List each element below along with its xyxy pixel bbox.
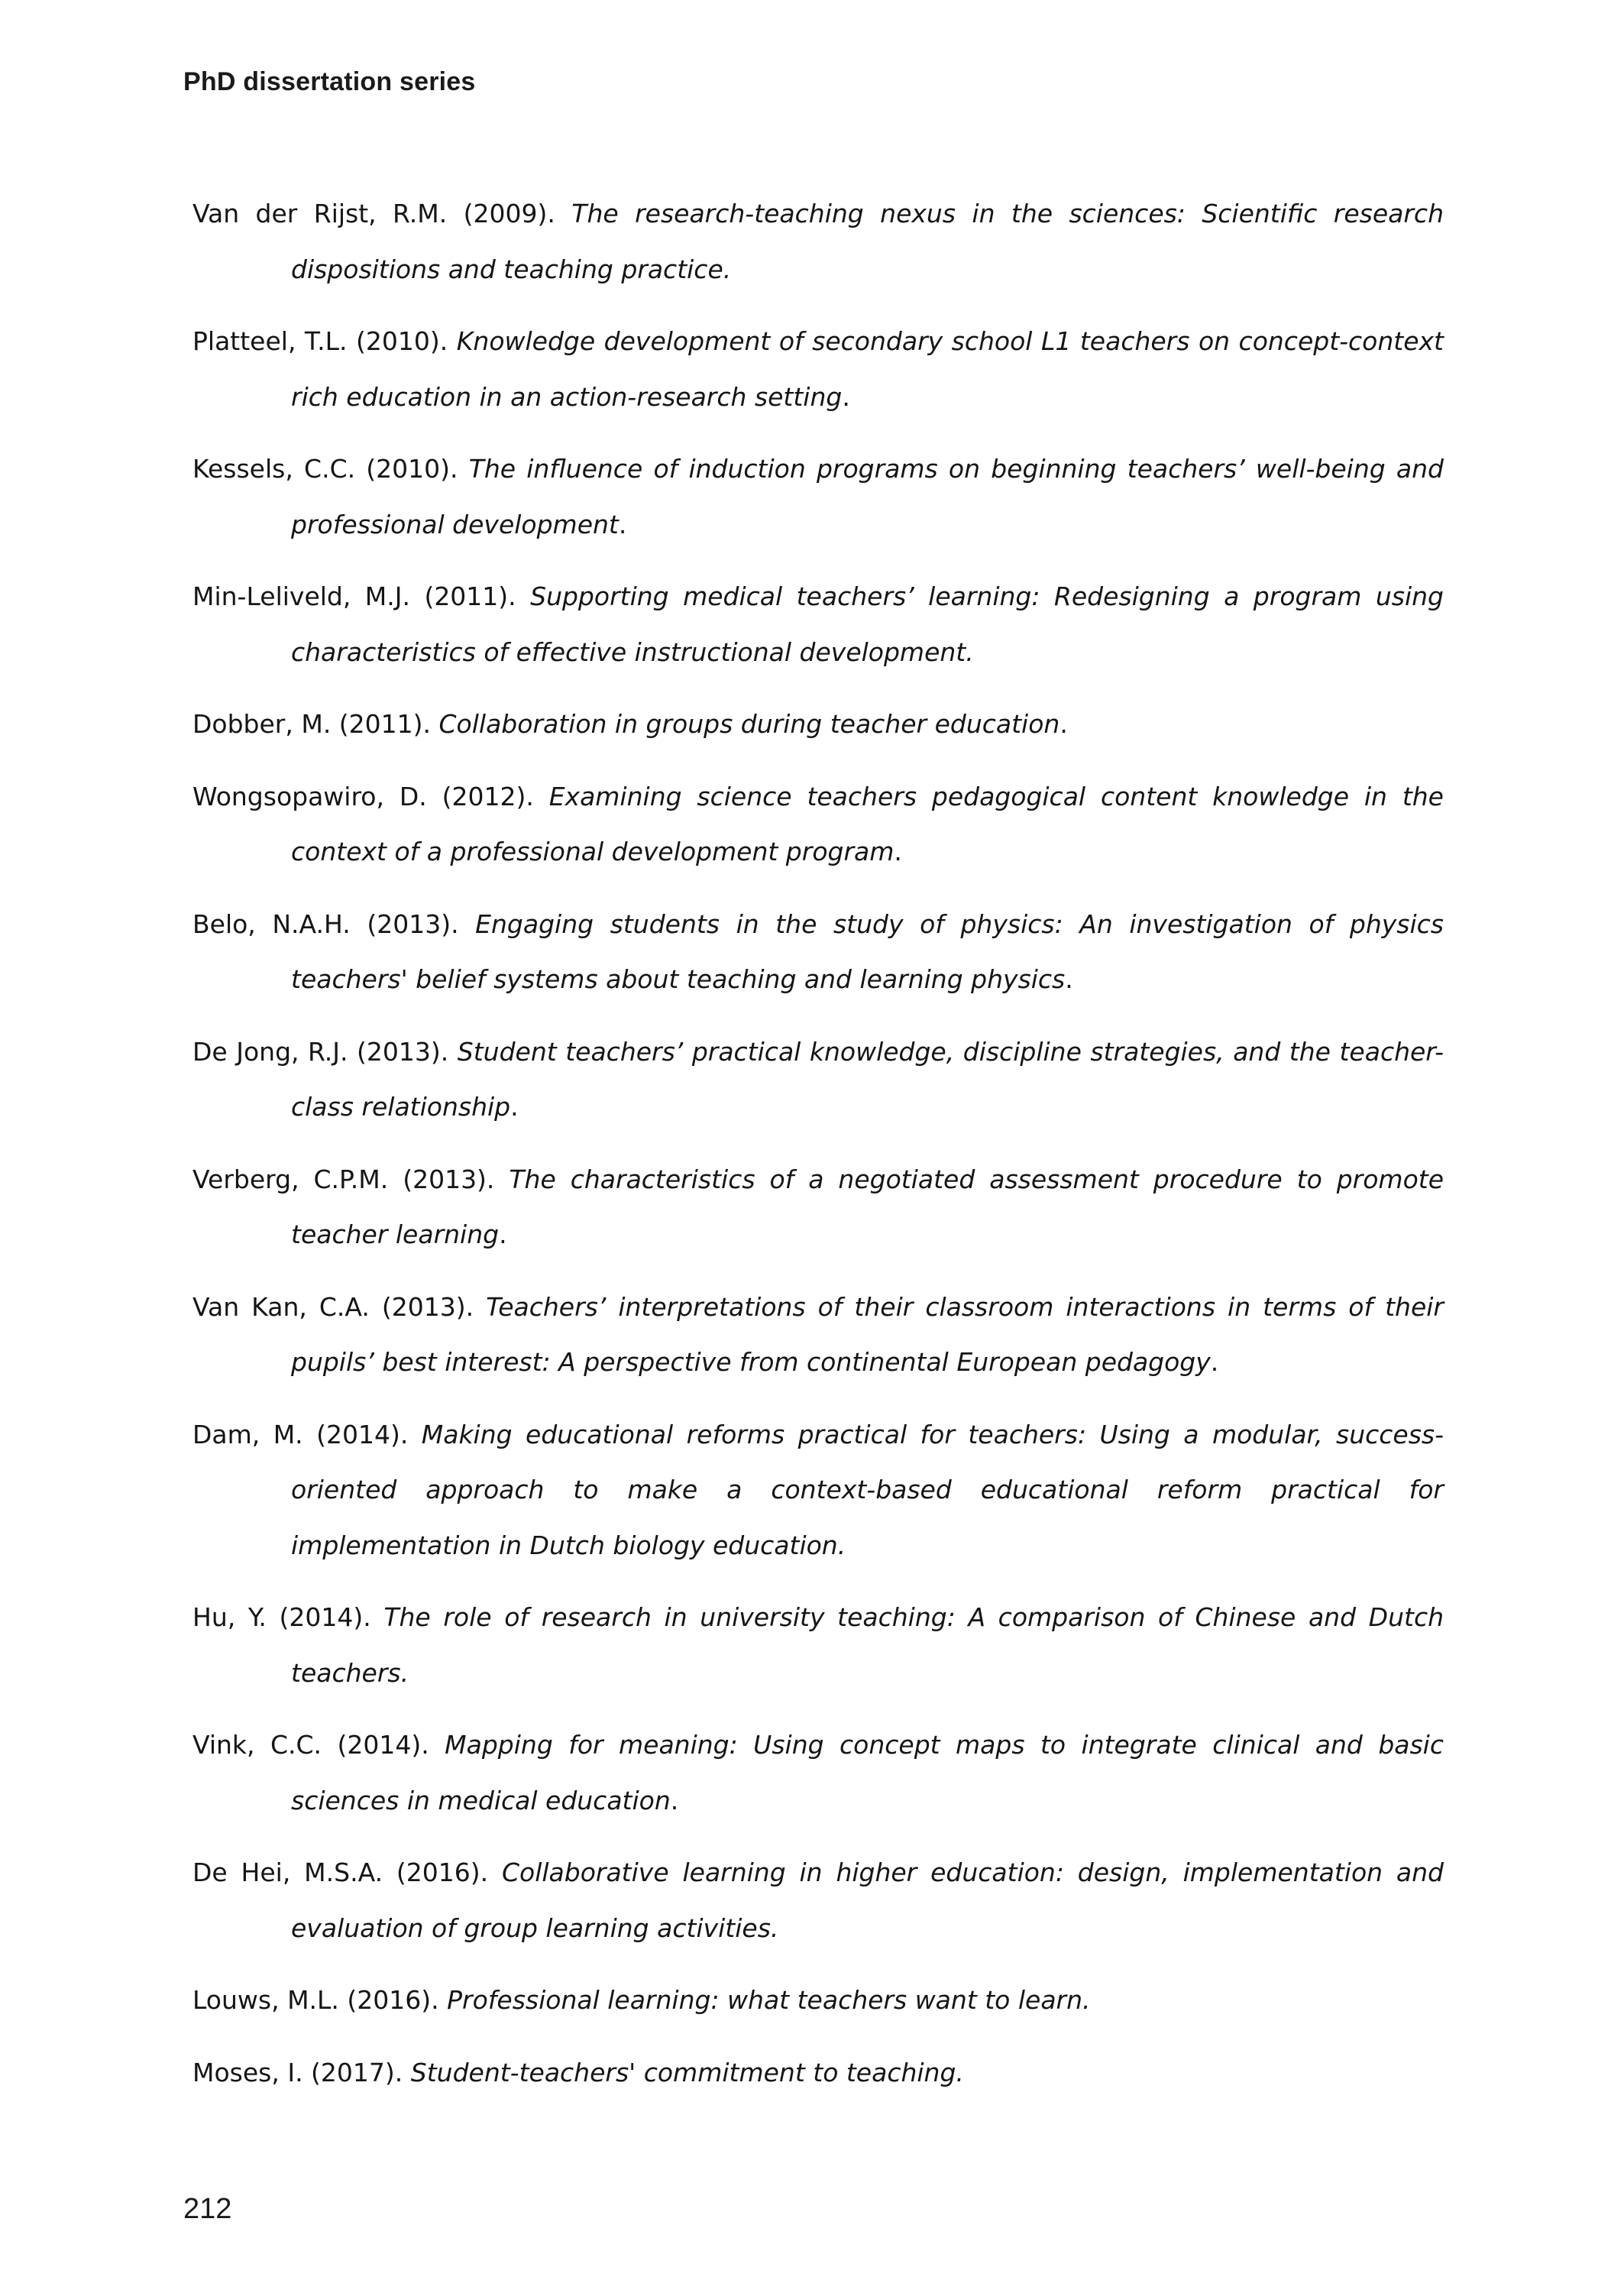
reference-author: Hu, Y. (2014).	[192, 1602, 384, 1632]
reference-entry	[192, 897, 1444, 1008]
reference-entry	[192, 2045, 1444, 2101]
reference-tail: .	[1210, 1347, 1219, 1377]
reference-title: Student teachers’ practical knowledge, discipline strategies, and the teacher-class relationship	[291, 1036, 1444, 1122]
reference-entry	[192, 569, 1444, 680]
reference-entry	[192, 697, 1444, 753]
reference-author: Kessels, C.C. (2010).	[192, 454, 469, 484]
reference-entry	[192, 1025, 1444, 1135]
reference-title: Knowledge development of secondary school L1 teachers on concept-context rich education in an action-research setting	[291, 326, 1444, 412]
reference-tail: .	[499, 1219, 507, 1249]
reference-title: The research-teaching nexus in the sciences: Scientific research dispositions and teaching practice.	[291, 199, 1444, 284]
reference-list	[192, 186, 1444, 2117]
reference-title: Student-teachers' commitment to teaching.	[410, 2057, 964, 2087]
reference-title: The characteristics of a negotiated assessment procedure to promote teacher learning	[291, 1164, 1444, 1249]
reference-author: Wongsopawiro, D. (2012).	[192, 781, 549, 811]
reference-author: Belo, N.A.H. (2013).	[192, 908, 476, 939]
reference-title: Collaborative learning in higher education: design, implementation and evaluation of group learning activities.	[291, 1857, 1444, 1943]
reference-title: Examining science teachers pedagogical content knowledge in the context of a professional development program	[291, 781, 1444, 866]
reference-entry	[192, 1973, 1444, 2029]
reference-author: Min-Leliveld, M.J. (2011).	[192, 581, 531, 611]
reference-entry	[192, 1152, 1444, 1263]
reference-entry	[192, 1718, 1444, 1828]
reference-tail: .	[618, 509, 627, 539]
reference-title: The influence of induction programs on beginning teachers’ well-being and professional development	[291, 454, 1444, 539]
reference-tail: .	[1059, 709, 1068, 739]
reference-author: Vink, C.C. (2014).	[192, 1730, 445, 1760]
reference-author: Dam, M. (2014).	[192, 1419, 422, 1449]
reference-title: Professional learning: what teachers want to learn.	[447, 1985, 1091, 2015]
reference-entry	[192, 1280, 1444, 1391]
reference-title: Engaging students in the study of physics: An investigation of physics teachers' belief systems about teaching and learning physics	[291, 908, 1444, 994]
reference-entry	[192, 1845, 1444, 1956]
reference-title: The role of research in university teaching: A comparison of Chinese and Dutch teachers.	[291, 1602, 1444, 1688]
reference-author: De Jong, R.J. (2013).	[192, 1036, 458, 1067]
reference-title: Collaboration in groups during teacher education	[438, 709, 1060, 739]
reference-author: Van Kan, C.A. (2013).	[192, 1291, 487, 1322]
reference-tail: .	[1065, 964, 1073, 994]
reference-author: De Hei, M.S.A. (2016).	[192, 1857, 502, 1887]
reference-author: Moses, I. (2017).	[192, 2057, 411, 2087]
reference-tail: .	[842, 381, 850, 412]
reference-entry	[192, 442, 1444, 552]
reference-author: Dobber, M. (2011).	[192, 709, 439, 739]
reference-tail: .	[894, 837, 902, 866]
reference-author: Louws, M.L. (2016).	[192, 1985, 448, 2015]
reference-entry	[192, 314, 1444, 425]
reference-author: Verberg, C.P.M. (2013).	[192, 1164, 510, 1194]
reference-entry	[192, 1590, 1444, 1701]
reference-title: Making educational reforms practical for teachers: Using a modular, success-oriented approach to make a context-based educational reform practical for implementation in Dutch biology education.	[291, 1419, 1444, 1560]
reference-tail: .	[510, 1092, 519, 1122]
reference-tail: .	[670, 1785, 679, 1815]
page-number: 212	[183, 2193, 232, 2225]
reference-entry	[192, 1407, 1444, 1574]
reference-entry	[192, 769, 1444, 880]
reference-entry	[192, 186, 1444, 297]
page-header: PhD dissertation series	[183, 67, 476, 96]
reference-title: Supporting medical teachers’ learning: Redesigning a program using characteristics of effective instructional development.	[291, 581, 1444, 667]
reference-author: Platteel, T.L. (2010).	[192, 326, 457, 356]
reference-title: Mapping for meaning: Using concept maps to integrate clinical and basic sciences in medical education	[291, 1730, 1444, 1815]
reference-title: Teachers’ interpretations of their classroom interactions in terms of their pupils’ best interest: A perspective from continental European pedagogy	[291, 1291, 1444, 1377]
reference-author: Van der Rijst, R.M. (2009).	[192, 199, 572, 228]
